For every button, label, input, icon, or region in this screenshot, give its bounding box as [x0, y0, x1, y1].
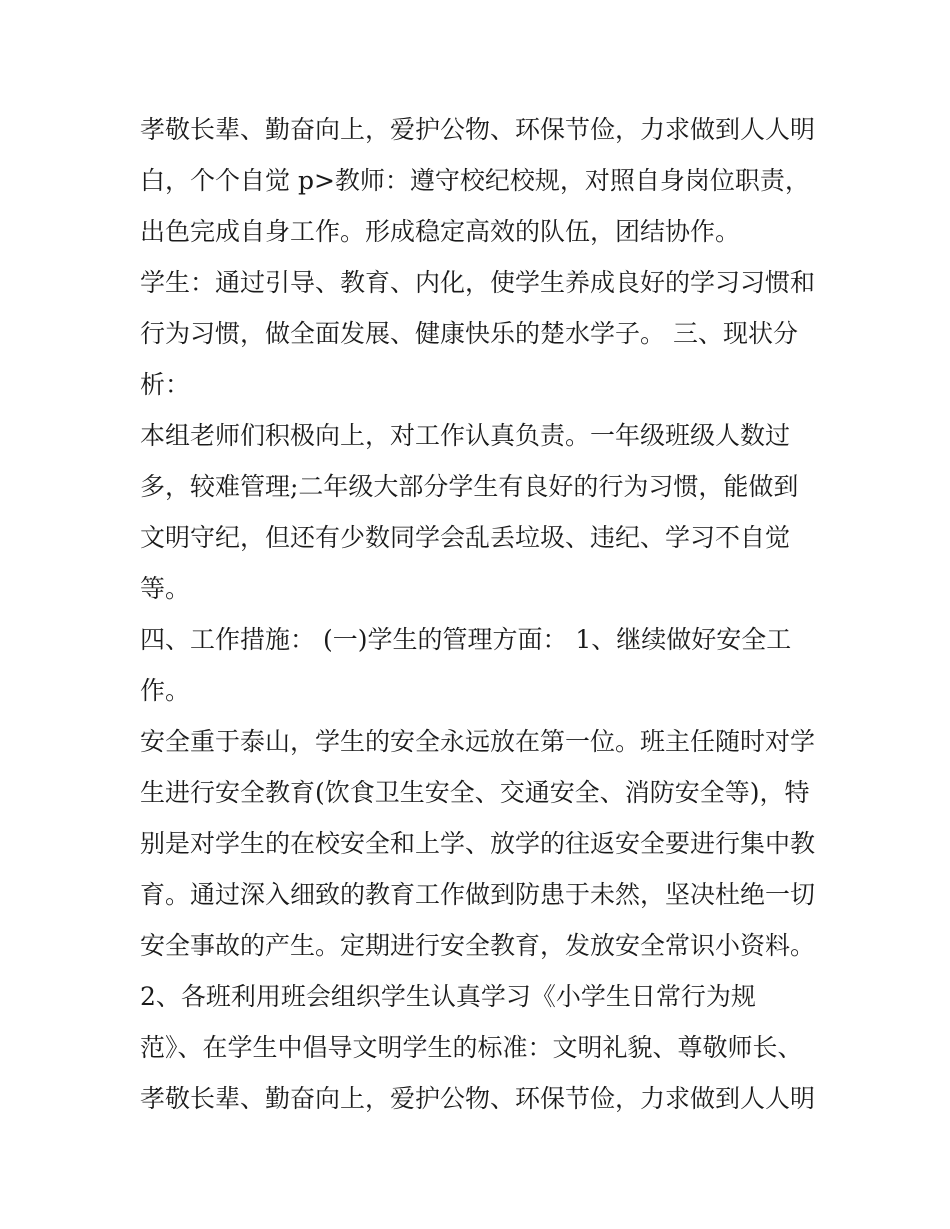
text-line: 四、工作措施： (一)学生的管理方面： 1、继续做好安全工 [140, 625, 792, 654]
text-line: 范》、在学生中倡导文明学生的标准：文明礼貌、尊敬师长、 [140, 1033, 803, 1062]
text-line: 出色完成自身工作。形成稳定高效的队伍，团结协作。 [140, 217, 741, 246]
text-line: 本组老师们积极向上，对工作认真负责。一年级班级人数过 [140, 421, 791, 450]
text-line: 孝敬长辈、勤奋向上，爱护公物、环保节俭，力求做到人人明 [140, 115, 816, 144]
text-line: 学生：通过引导、教育、内化，使学生养成良好的学习习惯和 [140, 268, 816, 297]
text-line: 2、各班利用班会组织学生认真学习《小学生日常行为规 [140, 982, 756, 1011]
text-line: 多，较难管理;二年级大部分学生有良好的行为习惯，能做到 [140, 472, 799, 501]
text-line: 文明守纪，但还有少数同学会乱丢垃圾、违纪、学习不自觉 [140, 523, 791, 552]
text-line: 白，个个自觉 p>教师：遵守校纪校规，对照自身岗位职责， [140, 166, 810, 195]
text-line: 育。通过深入细致的教育工作做到防患于未然，坚决杜绝一切 [140, 880, 816, 909]
text-line: 安全事故的产生。定期进行安全教育，发放安全常识小资料。 [140, 931, 816, 960]
body-text [140, 104, 830, 1124]
text-line: 析： [140, 370, 191, 399]
text-line: 行为习惯，做全面发展、健康快乐的楚水学子。 三、现状分 [140, 319, 798, 348]
text-line: 别是对学生的在校安全和上学、放学的往返安全要进行集中教 [140, 829, 816, 858]
text-line: 安全重于泰山，学生的安全永远放在第一位。班主任随时对学 [140, 727, 816, 756]
text-line: 作。 [140, 676, 191, 705]
text-line: 孝敬长辈、勤奋向上，爱护公物、环保节俭，力求做到人人明 [140, 1084, 816, 1113]
text-line: 生进行安全教育(饮食卫生安全、交通安全、消防安全等)，特 [140, 778, 810, 807]
text-line: 等。 [140, 574, 191, 603]
